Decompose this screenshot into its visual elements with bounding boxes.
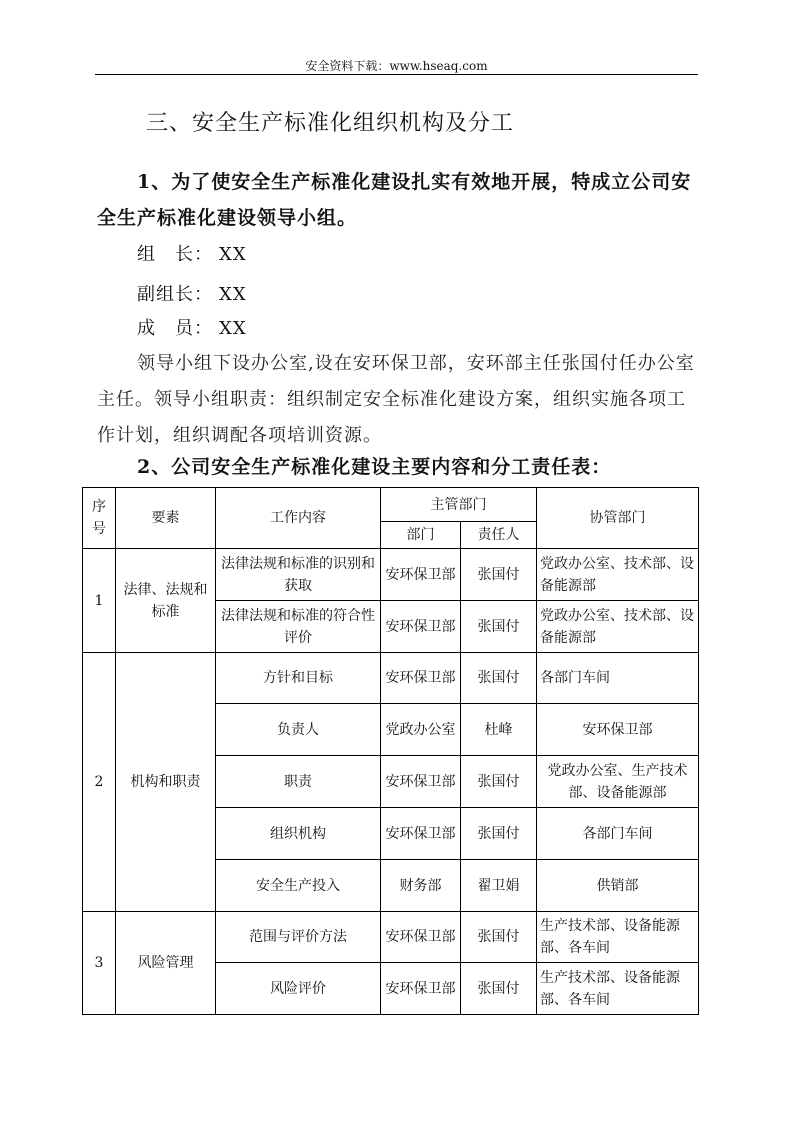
group-element: 风险管理: [116, 912, 216, 1015]
dept-cell: 安环保卫部: [381, 912, 461, 963]
member-staff: [137, 314, 247, 340]
dept-cell: 安环保卫部: [381, 756, 461, 808]
work-cell: 安全生产投入: [216, 860, 381, 912]
assist-cell: 党政办公室、生产技术部、设备能源部: [537, 756, 699, 808]
member-label: 成 员：: [137, 318, 213, 339]
work-cell: 方针和目标: [216, 653, 381, 704]
work-cell: 范围与评价方法: [216, 912, 381, 963]
person-cell: 张国付: [461, 756, 537, 808]
table-row: [83, 653, 699, 704]
table-row: [83, 912, 699, 963]
person-cell: 张国付: [461, 601, 537, 653]
dept-cell: 安环保卫部: [381, 808, 461, 860]
duty-table: [82, 487, 699, 1015]
header-assist: 协管部门: [537, 488, 699, 549]
group-no: 3: [83, 912, 116, 1015]
assist-cell: 党政办公室、技术部、设备能源部: [537, 601, 699, 653]
member-value: XX: [219, 318, 247, 339]
member-value: XX: [219, 244, 247, 265]
header-work: 工作内容: [216, 488, 381, 549]
member-value: XX: [219, 284, 247, 305]
work-cell: 职责: [216, 756, 381, 808]
group-element: 法律、法规和标准: [116, 549, 216, 653]
dept-cell: 财务部: [381, 860, 461, 912]
header-no: 序号: [83, 488, 116, 549]
assist-cell: 供销部: [537, 860, 699, 912]
member-leader: [137, 240, 247, 266]
office-paragraph: 领导小组下设办公室,设在安环保卫部，安环部主任张国付任办公室主任。领导小组职责：组织制定安全标准化建设方案，组织实施各项工作计划，组织调配各项培训资源。: [97, 353, 695, 446]
intro-paragraph: 1、为了使安全生产标准化建设扎实有效地开展，特成立公司安全生产标准化建设领导小组。: [97, 171, 692, 229]
person-cell: 张国付: [461, 549, 537, 601]
dept-cell: 安环保卫部: [381, 963, 461, 1015]
assist-cell: 生产技术部、设备能源部、各车间: [537, 963, 699, 1015]
dept-cell: 党政办公室: [381, 704, 461, 756]
person-cell: 张国付: [461, 653, 537, 704]
assist-cell: 各部门车间: [537, 653, 699, 704]
group-element: 机构和职责: [116, 653, 216, 912]
person-cell: 张国付: [461, 808, 537, 860]
work-cell: 组织机构: [216, 808, 381, 860]
dept-cell: 安环保卫部: [381, 601, 461, 653]
work-cell: 负责人: [216, 704, 381, 756]
dept-cell: 安环保卫部: [381, 549, 461, 601]
person-cell: 翟卫娟: [461, 860, 537, 912]
assist-cell: 党政办公室、技术部、设备能源部: [537, 549, 699, 601]
member-label: 组 长：: [137, 244, 213, 265]
table-heading: 2、公司安全生产标准化建设主要内容和分工责任表：: [137, 456, 612, 478]
page-header: 安全资料下载：www.hseaq.com: [305, 59, 488, 73]
assist-cell: 各部门车间: [537, 808, 699, 860]
header-dept: 部门: [381, 522, 461, 549]
table-row: [83, 549, 699, 601]
dept-cell: 安环保卫部: [381, 653, 461, 704]
header-main-dept: 主管部门: [381, 488, 537, 522]
assist-cell: 生产技术部、设备能源部、各车间: [537, 912, 699, 963]
assist-cell: 安环保卫部: [537, 704, 699, 756]
work-cell: 风险评价: [216, 963, 381, 1015]
group-no: 1: [83, 549, 116, 653]
person-cell: 杜峰: [461, 704, 537, 756]
person-cell: 张国付: [461, 912, 537, 963]
section-title: 三、安全生产标准化组织机构及分工: [146, 111, 515, 136]
header-element: 要素: [116, 488, 216, 549]
work-cell: 法律法规和标准的符合性评价: [216, 601, 381, 653]
work-cell: 法律法规和标准的识别和获取: [216, 549, 381, 601]
person-cell: 张国付: [461, 963, 537, 1015]
member-label: 副组长：: [137, 284, 213, 305]
header-divider: [95, 74, 698, 75]
member-deputy: [137, 280, 247, 306]
header-person: 责任人: [461, 522, 537, 549]
group-no: 2: [83, 653, 116, 912]
